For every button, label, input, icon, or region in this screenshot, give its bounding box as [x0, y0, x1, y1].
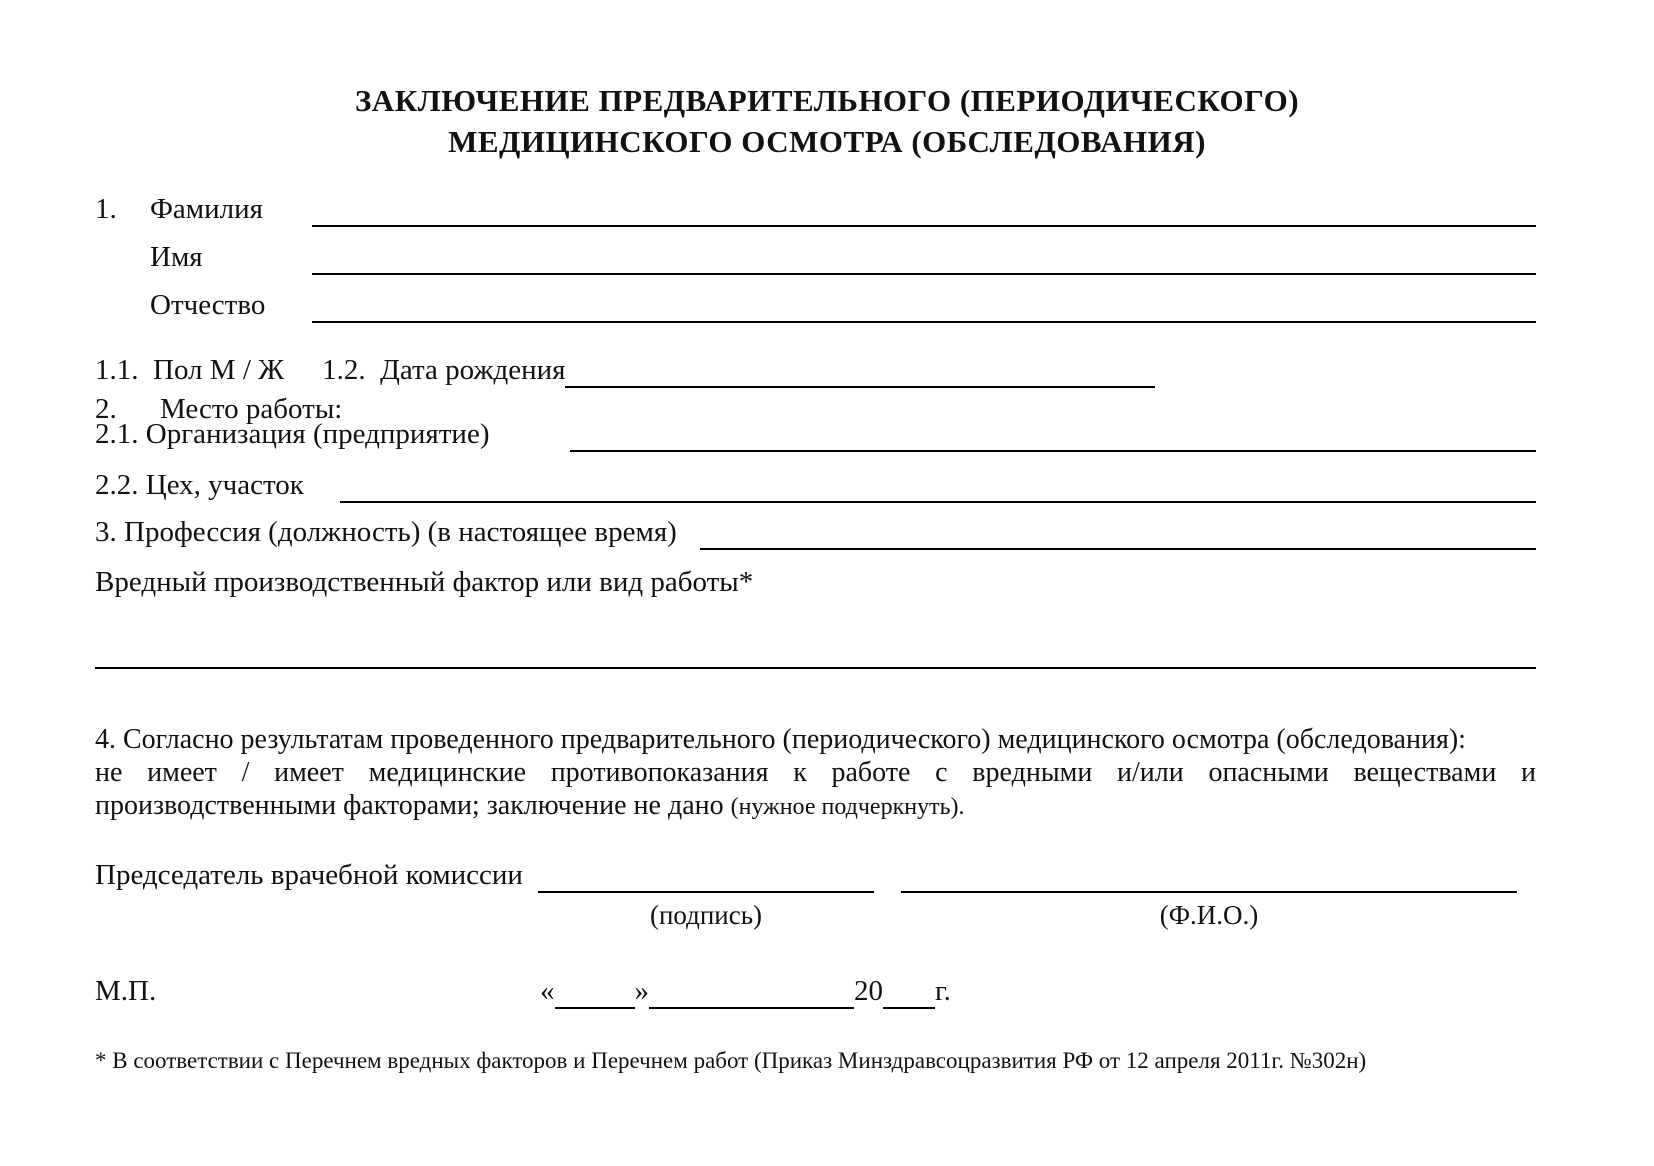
year-suffix: г.: [935, 975, 951, 1007]
form-title-line2: МЕДИЦИНСКОГО ОСМОТРА (ОБСЛЕДОВАНИЯ): [448, 124, 1206, 159]
profession-label: 3. Профессия (должность) (в настоящее время): [95, 516, 677, 548]
caption-gap: [874, 897, 901, 933]
conclusion-line3-main: производственными факторами; заключение не дано: [95, 790, 731, 821]
month-blank-line[interactable]: [649, 973, 854, 1009]
birthdate-blank-line[interactable]: [565, 352, 1155, 388]
conclusion-line3: [95, 789, 1536, 824]
organization-blank-line[interactable]: [570, 416, 1536, 452]
firstname-label: Имя: [150, 241, 203, 273]
workplace-label: Место работы:: [160, 393, 343, 425]
birthdate-label: 1.2. Дата рождения: [322, 354, 566, 386]
workplace-number: 2.: [95, 393, 117, 425]
item1-number: 1.: [95, 193, 117, 225]
form-title-line1: ЗАКЛЮЧЕНИЕ ПРЕДВАРИТЕЛЬНОГО (ПЕРИОДИЧЕСКОГО): [354, 83, 1300, 118]
close-quote: »: [634, 975, 649, 1007]
profession-row: [95, 514, 1536, 550]
surname-row: [95, 191, 1536, 227]
caption-spacer: [95, 897, 538, 933]
workshop-blank-line[interactable]: [340, 467, 1536, 503]
signature-captions-row: [95, 897, 1536, 933]
conclusion-paragraph: [95, 723, 1536, 824]
patronymic-label: Отчество: [150, 289, 266, 321]
conclusion-line1: 4. Согласно результатам проведенного предварительного (периодического) медицинского осмотра (обследования):: [95, 724, 1466, 755]
chairman-label: Председатель врачебной комиссии: [95, 859, 523, 891]
signature-gap: [874, 857, 901, 893]
signature-caption: (подпись): [649, 900, 763, 930]
firstname-row: [95, 239, 1536, 275]
day-blank-line[interactable]: [555, 973, 635, 1009]
chairman-signature-row: [95, 857, 1536, 893]
organization-row: [95, 416, 1536, 452]
year-prefix: 20: [854, 975, 883, 1007]
surname-blank-line[interactable]: [312, 191, 1536, 227]
conclusion-line2: не имеет / имеет медицинские противопоказания к работе с вредными и/или опасными веществами и: [95, 757, 1536, 788]
surname-label: Фамилия: [150, 193, 263, 225]
firstname-number-spacer: [95, 239, 150, 275]
sex-birthdate-row: [95, 352, 1536, 388]
firstname-blank-line[interactable]: [312, 239, 1536, 275]
sex-birthdate-gap: [284, 352, 322, 388]
chairman-name-blank-line[interactable]: [901, 857, 1517, 893]
footnote: * В соответствии с Перечнем вредных факторов и Перечнем работ (Приказ Минздравсоцразвития РФ от 12 апреля 2011г. №302н): [95, 1048, 1367, 1073]
patronymic-number-spacer: [95, 287, 150, 323]
workshop-row: [95, 467, 1536, 503]
patronymic-row: [95, 287, 1536, 323]
hazard-row: [95, 564, 1536, 600]
profession-blank-line[interactable]: [700, 514, 1536, 550]
hazard-blank-line[interactable]: [95, 667, 1536, 669]
stamp-place-label: М.П.: [95, 975, 157, 1007]
year-blank-line[interactable]: [883, 973, 935, 1009]
form-title: [0, 80, 1654, 162]
underline-instruction-note: (нужное подчеркнуть).: [730, 794, 965, 820]
patronymic-blank-line[interactable]: [312, 287, 1536, 323]
workshop-label: 2.2. Цех, участок: [95, 469, 304, 501]
organization-label: 2.1. Организация (предприятие): [95, 418, 490, 450]
date-row: [540, 973, 951, 1009]
chairman-signature-blank-line[interactable]: [538, 857, 874, 893]
sex-label: 1.1. Пол М / Ж: [95, 354, 285, 386]
open-quote: «: [540, 975, 555, 1007]
hazard-label: Вредный производственный фактор или вид работы*: [95, 566, 754, 598]
name-caption: (Ф.И.О.): [1159, 900, 1259, 930]
